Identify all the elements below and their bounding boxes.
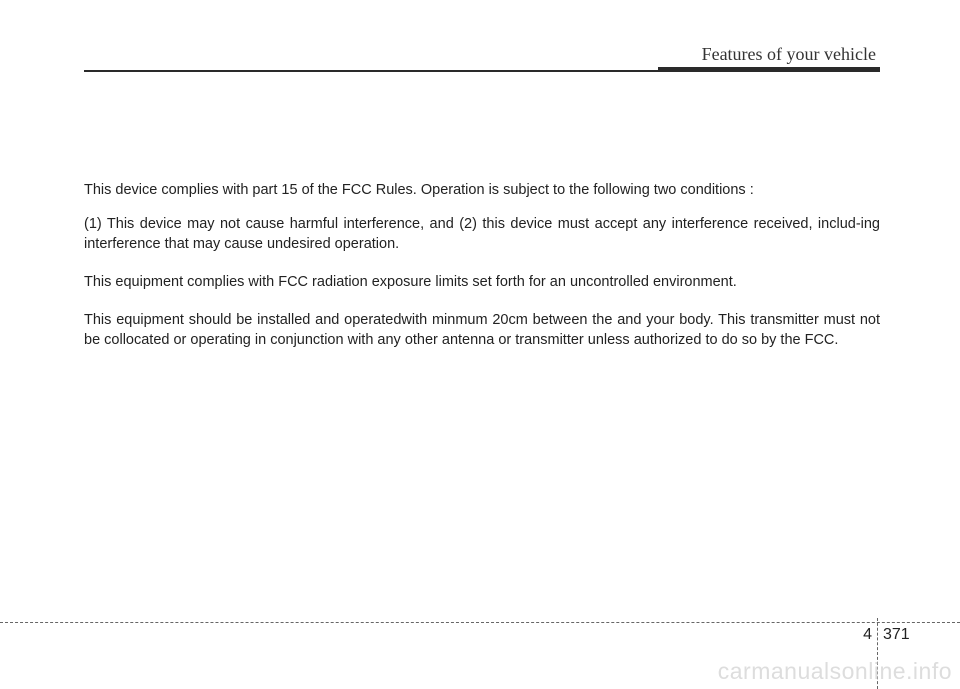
body-text [84, 180, 880, 368]
header-rule-accent [658, 67, 880, 72]
footer-rule [0, 622, 960, 623]
watermark: carmanualsonline.info [717, 658, 952, 684]
paragraph-conditions: (1) This device may not cause harmful interference, and (2) this device must accept any interference received, includ-ing interference that may cause undesired operation. [84, 216, 880, 252]
chapter-number: 4 [863, 626, 872, 643]
paragraph-installation: This equipment should be installed and operatedwith minmum 20cm between the and your body. This transmitter must not be collocated or operating in conjunction with any other antenna or transmitter unless authorized to do so by the FCC. [84, 312, 880, 348]
paragraph-radiation-exposure: This equipment complies with FCC radiation exposure limits set forth for an uncontrolled environment. [84, 274, 737, 290]
section-title: Features of your vehicle [701, 44, 876, 64]
page-number: 371 [883, 626, 910, 643]
paragraph-fcc-compliance: This device complies with part 15 of the FCC Rules. Operation is subject to the following two conditions : [84, 182, 754, 198]
